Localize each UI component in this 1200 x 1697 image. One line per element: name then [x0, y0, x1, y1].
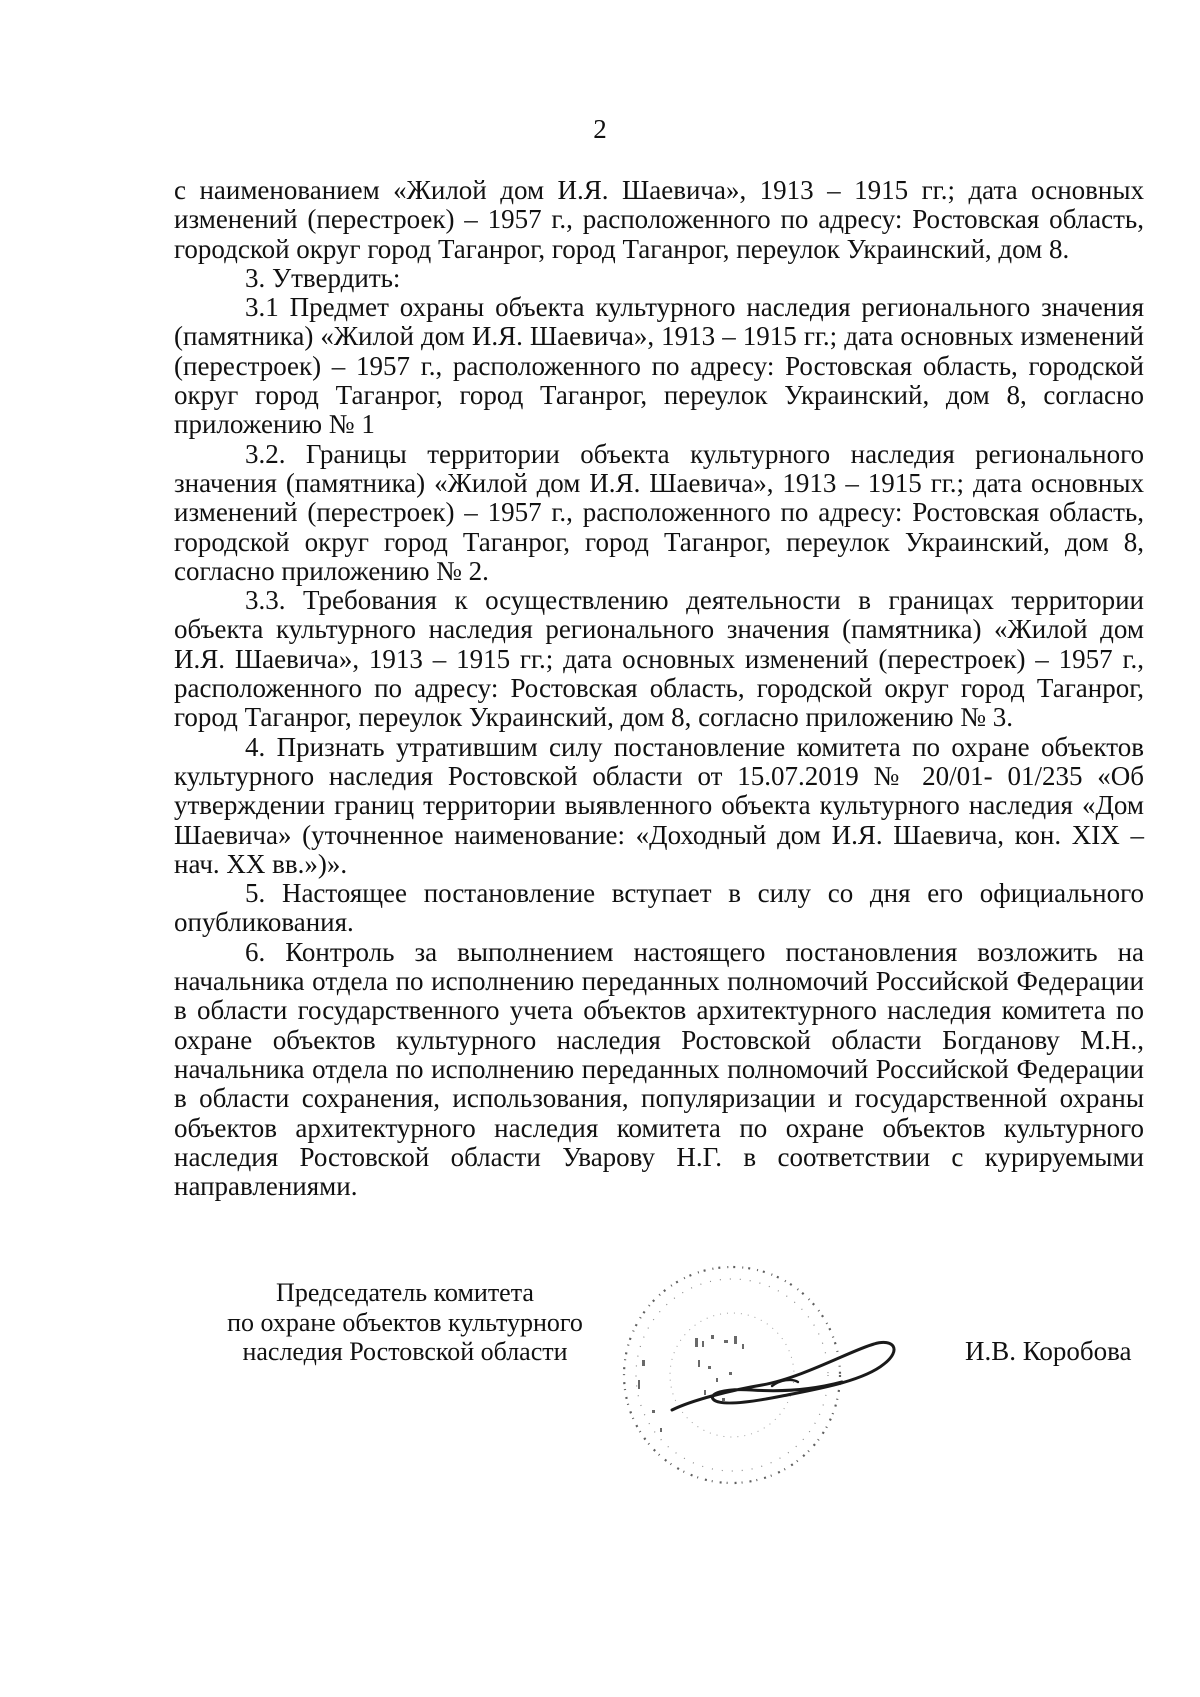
- page-number: 2: [593, 114, 607, 144]
- paragraph-item-3-2: 3.2. Границы территории объекта культурного наследия регионального значения (памятника) «Жилой дом И.Я. Шаевича», 1913 – 1915 гг.; дата основных изменений (перестроек) – 1957 г., расположенного по адресу: Ростовская область, городской округ город Таганрог, город Таганрог, переулок Украинский, дом 8, согласно приложению № 2.: [174, 438, 1144, 586]
- signature-block: [0, 1270, 1200, 1490]
- official-seal-and-signature: [612, 1240, 942, 1520]
- signer-title-line: наследия Ростовской области: [242, 1337, 568, 1366]
- seal-icon: [612, 1240, 942, 1520]
- paragraph-item-3-3: 3.3. Требования к осуществлению деятельности в границах территории объекта культурного наследия регионального значения (памятника) «Жилой дом И.Я. Шаевича», 1913 – 1915 гг.; дата основных изменений (перестроек) – 1957 г., расположенного по адресу: Ростовская область, городской округ город Таганрог, город Таганрог, переулок Украинский, дом 8, согласно приложению № 3.: [174, 585, 1144, 733]
- signer-title-line: по охране объектов культурного: [227, 1307, 583, 1337]
- signer-title-line: Председатель комитета: [276, 1278, 534, 1307]
- paragraph-item-4: 4. Признать утратившим силу постановление комитета по охране объектов культурного наследия Ростовской области от 15.07.2019 № 20/01- 01/235 «Об утверждении границ территории выявленного объекта культурного наследия «Дом Шаевича» (уточненное наименование: «Доходный дом И.Я. Шаевича, кон. XIX – нач. XX вв.»)».: [174, 731, 1144, 879]
- paragraph-item-3-1: 3.1 Предмет охраны объекта культурного наследия регионального значения (памятника) «Жилой дом И.Я. Шаевича», 1913 – 1915 гг.; дата основных изменений (перестроек) – 1957 г., расположенного по адресу: Ростовская область, городской округ город Таганрог, город Таганрог, переулок Украинский, дом 8, согласно приложению № 1: [174, 292, 1144, 440]
- signer-name: И.В. Коробова: [965, 1336, 1132, 1366]
- signer-title: [190, 1278, 620, 1367]
- paragraph-continuation: с наименованием «Жилой дом И.Я. Шаевича», 1913 – 1915 гг.; дата основных изменений (перестроек) – 1957 г., расположенного по адресу: Ростовская область, городской округ город Таганрог, город Таганрог, переулок Украинский, дом 8.: [174, 175, 1144, 264]
- paragraph-item-3: 3. Утвердить:: [245, 262, 401, 293]
- paragraph-item-6: 6. Контроль за выполнением настоящего постановления возложить на начальника отдела по исполнению переданных полномочий Российской Федерации в области государственного учета объектов архитектурного наследия комитета по охране объектов культурного наследия Ростовской области Богданову М.Н., начальника отдела по исполнению переданных полномочий Российской Федерации в области сохранения, использования, популяризации и государственной охраны объектов архитектурного наследия комитета по охране объектов культурного наследия Ростовской области Уварову Н.Г. в соответствии с курируемыми направлениями.: [174, 936, 1144, 1202]
- document-body: [174, 176, 1144, 1201]
- paragraph-item-5: 5. Настоящее постановление вступает в силу со дня его официального опубликования.: [174, 878, 1144, 938]
